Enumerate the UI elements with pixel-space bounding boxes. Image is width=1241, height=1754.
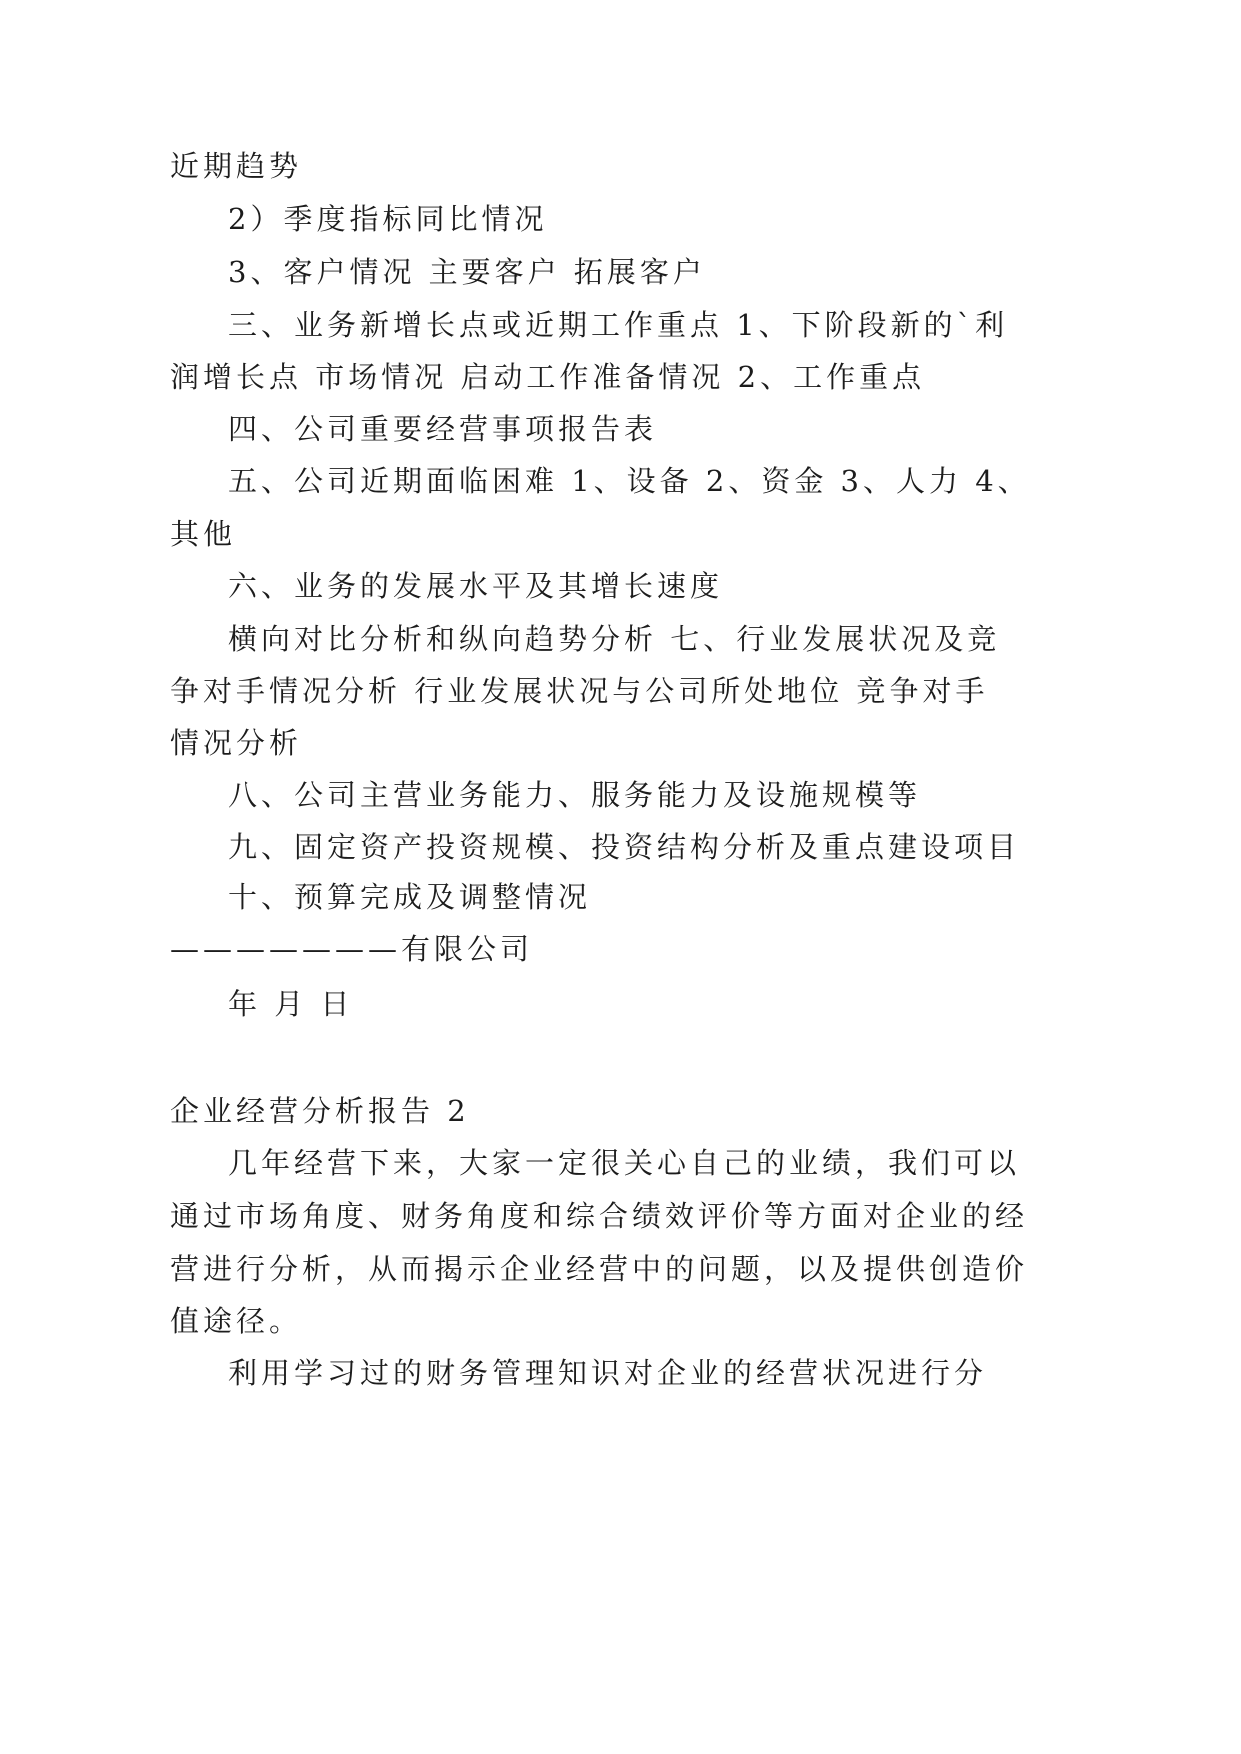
text-line: 其他: [170, 517, 237, 551]
text-line: 三、业务新增长点或近期工作重点 1、下阶段新的`利: [228, 308, 1009, 342]
text-line: 八、公司主营业务能力、服务能力及设施规模等: [228, 778, 922, 812]
text-line: 近期趋势: [170, 149, 303, 183]
text-line: 六、业务的发展水平及其增长速度: [228, 569, 724, 603]
text-line: 四、公司重要经营事项报告表: [228, 412, 658, 446]
text-line: 利用学习过的财务管理知识对企业的经营状况进行分: [228, 1356, 988, 1390]
text-line: 润增长点 市场情况 启动工作准备情况 2、工作重点: [170, 360, 926, 394]
text-line: 营进行分析，从而揭示企业经营中的问题，以及提供创造价: [170, 1252, 1029, 1286]
text-line: 2）季度指标同比情况: [228, 202, 548, 236]
text-line: 情况分析: [170, 726, 303, 760]
text-line: 五、公司近期面临困难 1、设备 2、资金 3、人力 4、: [228, 464, 1031, 498]
text-line: 九、固定资产投资规模、投资结构分析及重点建设项目: [228, 830, 1021, 864]
text-line: 值途径。: [170, 1304, 303, 1338]
text-line: 十、预算完成及调整情况: [228, 880, 592, 914]
text-line: ———————有限公司: [170, 932, 534, 966]
text-line: 几年经营下来，大家一定很关心自己的业绩，我们可以: [228, 1146, 1021, 1180]
text-line: 年 月 日: [228, 987, 354, 1021]
text-line: 通过市场角度、财务角度和综合绩效评价等方面对企业的经: [170, 1199, 1029, 1233]
section-heading: 企业经营分析报告 2: [170, 1094, 470, 1128]
text-line: 争对手情况分析 行业发展状况与公司所处地位 竞争对手: [170, 674, 989, 708]
text-line: 3、客户情况 主要客户 拓展客户: [228, 255, 706, 289]
text-line: 横向对比分析和纵向趋势分析 七、行业发展状况及竞: [228, 622, 1001, 656]
